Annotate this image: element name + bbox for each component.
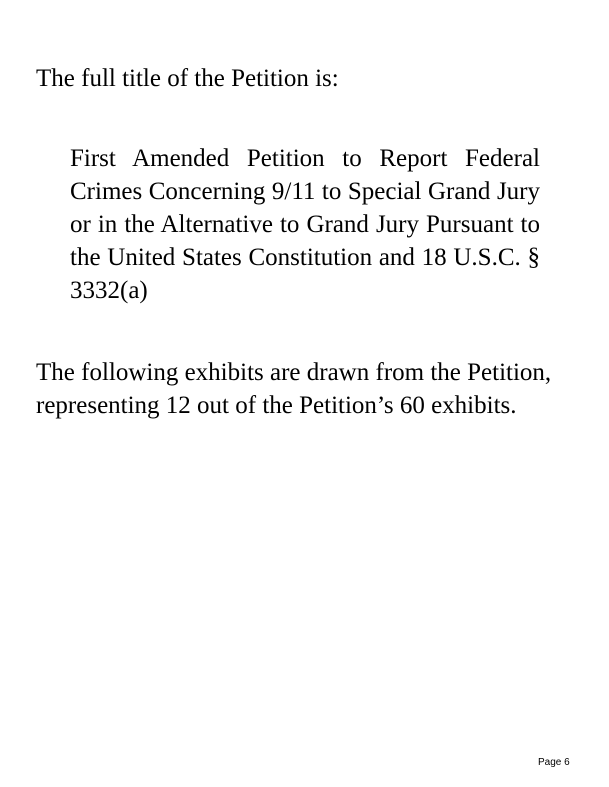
petition-title: First Amended Petition to Report Federal Crimes Concerning 9/11 to Special Grand Jury or in the Alternative to Grand Jury Pursuant to the United States Constitution and 18 U.S.C. § 3332(a) [70,145,540,304]
page-number: Page 6 [538,757,570,768]
exhibits-note: The following exhibits are drawn from the Petition, representing 12 out of the Petition’s 60 exhibits. [36,359,552,419]
intro-text: The full title of the Petition is: [36,65,339,92]
